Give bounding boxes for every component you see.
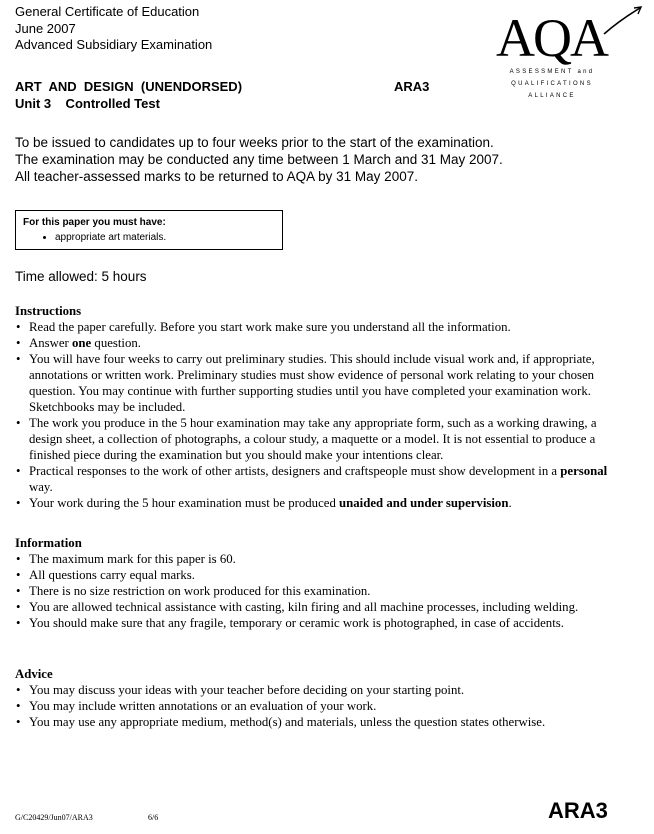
materials-item: • appropriate art materials. <box>55 231 275 245</box>
issue-notes <box>15 134 635 185</box>
instruction-item: • Your work during the 5 hour examination must be produced unaided and under supervision. <box>15 495 615 511</box>
information-list <box>15 551 615 631</box>
advice-item: • You may use any appropriate medium, method(s) and materials, unless the question states otherwise. <box>15 714 615 730</box>
issue-note-2: The examination may be conducted any time between 1 March and 31 May 2007. <box>15 152 503 167</box>
paper-title <box>15 79 242 112</box>
instruction-item: • Practical responses to the work of other artists, designers and craftspeople must show development in a personal way. <box>15 463 615 495</box>
logo-subtitle-3: ALLIANCE <box>528 93 576 99</box>
information-heading: Information <box>15 536 82 550</box>
logo-subtitle-2: QUALIFICATIONS <box>511 81 593 87</box>
information-item: • The maximum mark for this paper is 60. <box>15 551 615 567</box>
footer-page-number: 6/6 <box>148 813 159 822</box>
instructions-section <box>15 303 615 511</box>
time-allowed: Time allowed: 5 hours <box>15 269 147 284</box>
exam-header <box>15 4 212 54</box>
paper-code: ARA3 <box>394 79 430 94</box>
unit-title: Unit 3 Controlled Test <box>15 95 160 111</box>
information-item: • You are allowed technical assistance with casting, kiln firing and all machine processes, including welding. <box>15 599 615 615</box>
issue-note-1: To be issued to candidates up to four weeks prior to the start of the examination. <box>15 135 494 150</box>
advice-heading: Advice <box>15 667 53 681</box>
information-item: • You should make sure that any fragile, temporary or ceramic work is photographed, in case of accidents. <box>15 615 615 631</box>
instruction-item: • The work you produce in the 5 hour examination may take any appropriate form, such as a working drawing, a design sheet, a collection of photographs, a colour study, a maquette or a model. It is not essential to produce a finished piece during the examination but you should make your intentions clear. <box>15 415 615 463</box>
instruction-item: • Answer one question. <box>15 335 615 351</box>
footer-reference: G/C20429/Jun07/ARA3 <box>15 813 93 822</box>
subject-title: ART AND DESIGN (UNENDORSED) <box>15 79 243 94</box>
information-section <box>15 535 615 631</box>
logo-subtitle-1: ASSESSMENT and <box>509 69 595 75</box>
advice-item: • You may discuss your ideas with your teacher before deciding on your starting point. <box>15 682 615 698</box>
instruction-item: • You will have four weeks to carry out preliminary studies. This should include visual work and, if appropriate, annotations or written work. Preliminary studies must show evidence of personal work relating to your chosen question. You may continue with further supporting studies until you have completed your examination work. Sketchbooks may be included. <box>15 351 615 415</box>
aqa-logo <box>492 6 644 106</box>
materials-list <box>23 231 275 245</box>
exam-level: Advanced Subsidiary Examination <box>15 37 213 52</box>
qualification-title: General Certificate of Education <box>15 4 200 19</box>
information-item: • There is no size restriction on work produced for this examination. <box>15 583 615 599</box>
advice-item: • You may include written annotations or an evaluation of your work. <box>15 698 615 714</box>
instructions-heading: Instructions <box>15 304 82 318</box>
materials-label: For this paper you must have: <box>23 217 166 228</box>
advice-list <box>15 682 615 730</box>
logo-wordmark: AQA <box>496 8 607 66</box>
instructions-list <box>15 319 615 511</box>
instruction-item: • Read the paper carefully. Before you start work make sure you understand all the information. <box>15 319 615 335</box>
advice-section <box>15 666 615 730</box>
materials-box <box>15 210 283 250</box>
footer-paper-code: ARA3 <box>548 798 608 823</box>
aqa-logo-mark <box>492 6 644 66</box>
exam-session: June 2007 <box>15 20 76 36</box>
information-item: • All questions carry equal marks. <box>15 567 615 583</box>
issue-note-3: All teacher-assessed marks to be returned to AQA by 31 May 2007. <box>15 169 418 184</box>
